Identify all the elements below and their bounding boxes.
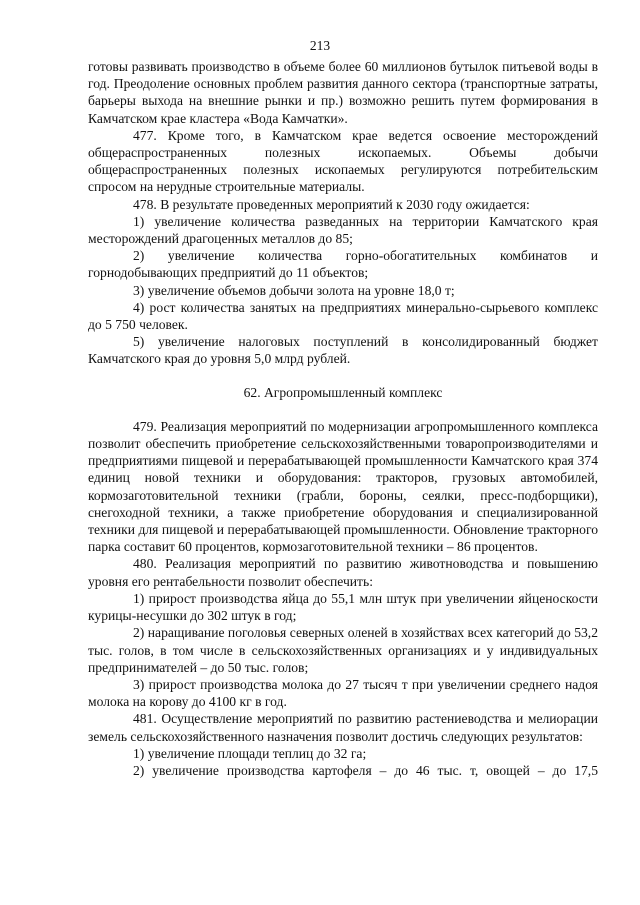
section-heading: 62. Агропромышленный комплекс <box>243 384 443 400</box>
list-item-480-2: 2) наращивание поголовья северных оленей в хозяйствах всех категорий до 53,2 тыс. голов, в том числе в сельскохозяйственных организациях и у индивидуальных предпринимателей – до 50 тыс. голов; <box>88 625 598 675</box>
list-item-481-2: 2) увеличение производства картофеля – до 46 тыс. т, овощей – до 17,5 <box>133 762 598 778</box>
list-item-478-4: 4) рост количества занятых на предприятиях минерально-сырьевого комплекс до 5 750 человек. <box>88 299 598 333</box>
document-body <box>88 58 598 779</box>
paragraph-481: 481. Осуществление мероприятий по развитию растениеводства и мелиорации земель сельскохозяйственного назначения позволит достичь следующих результатов: <box>88 711 598 744</box>
list-item-481-1: 1) увеличение площади теплиц до 32 га; <box>133 745 367 761</box>
list-item-478-5: 5) увеличение налоговых поступлений в консолидированный бюджет Камчатского края до уровня 5,0 млрд рублей. <box>88 334 598 367</box>
paragraph-479: 479. Реализация мероприятий по модернизации агропромышленного комплекса позволит обеспечить приобретение сельскохозяйственными товаропроизводителями и предприятиями пищевой и перерабатывающей промышленности Камчатского края 374 единиц новой техники и оборудования: тракторов, грузовых автомобилей, кормозаготовительной техники (грабли, бороны, сеялки, пресс-подборщики), снегоходной техники, а также приобретение оборудования и специализированной техники для пищевой и перерабатывающей промышленности. Обновление тракторного парка составит 60 процентов, кормозаготовительной техники – 86 процентов. <box>88 418 598 555</box>
page-number: 213 <box>309 38 331 53</box>
list-item-478-1: 1) увеличение количества разведанных на территории Камчатского края месторождений драгоценных металлов до 85; <box>88 213 598 247</box>
list-item-478-2: 2) увеличение количества горно-обогатительных комбинатов и горнодобывающих предприятий до 11 объектов; <box>88 248 598 281</box>
list-item-478-3: 3) увеличение объемов добычи золота на уровне 18,0 т; <box>133 282 455 298</box>
list-item-480-1: 1) прирост производства яйца до 55,1 млн штук при увеличении яйценоскости курицы-несушки до 302 штук в год; <box>88 590 598 624</box>
paragraph-480: 480. Реализация мероприятий по развитию животноводства и повышению уровня его рентабельности позволит обеспечить: <box>88 556 598 589</box>
paragraph-water-cluster: готовы развивать производство в объеме более 60 миллионов бутылок питьевой воды в год. Преодоление основных проблем развития данного сектора (транспортные затраты, барьеры выхода на внешние рынки и пр.) возможно решить путем формирования в Камчатском крае кластера «Вода Камчатки». <box>88 59 598 126</box>
paragraph-478: 478. В результате проведенных мероприятий к 2030 году ожидается: <box>133 196 530 212</box>
list-item-480-3: 3) прирост производства молока до 27 тысяч т при увеличении среднего надоя молока на корову до 4100 кг в год. <box>88 676 598 710</box>
paragraph-477: 477. Кроме того, в Камчатском крае ведется освоение месторождений общераспространенных полезных ископаемых. Объемы добычи общераспространенных полезных ископаемых регулируются потребительским спросом на нерудные строительные материалы. <box>88 127 598 195</box>
